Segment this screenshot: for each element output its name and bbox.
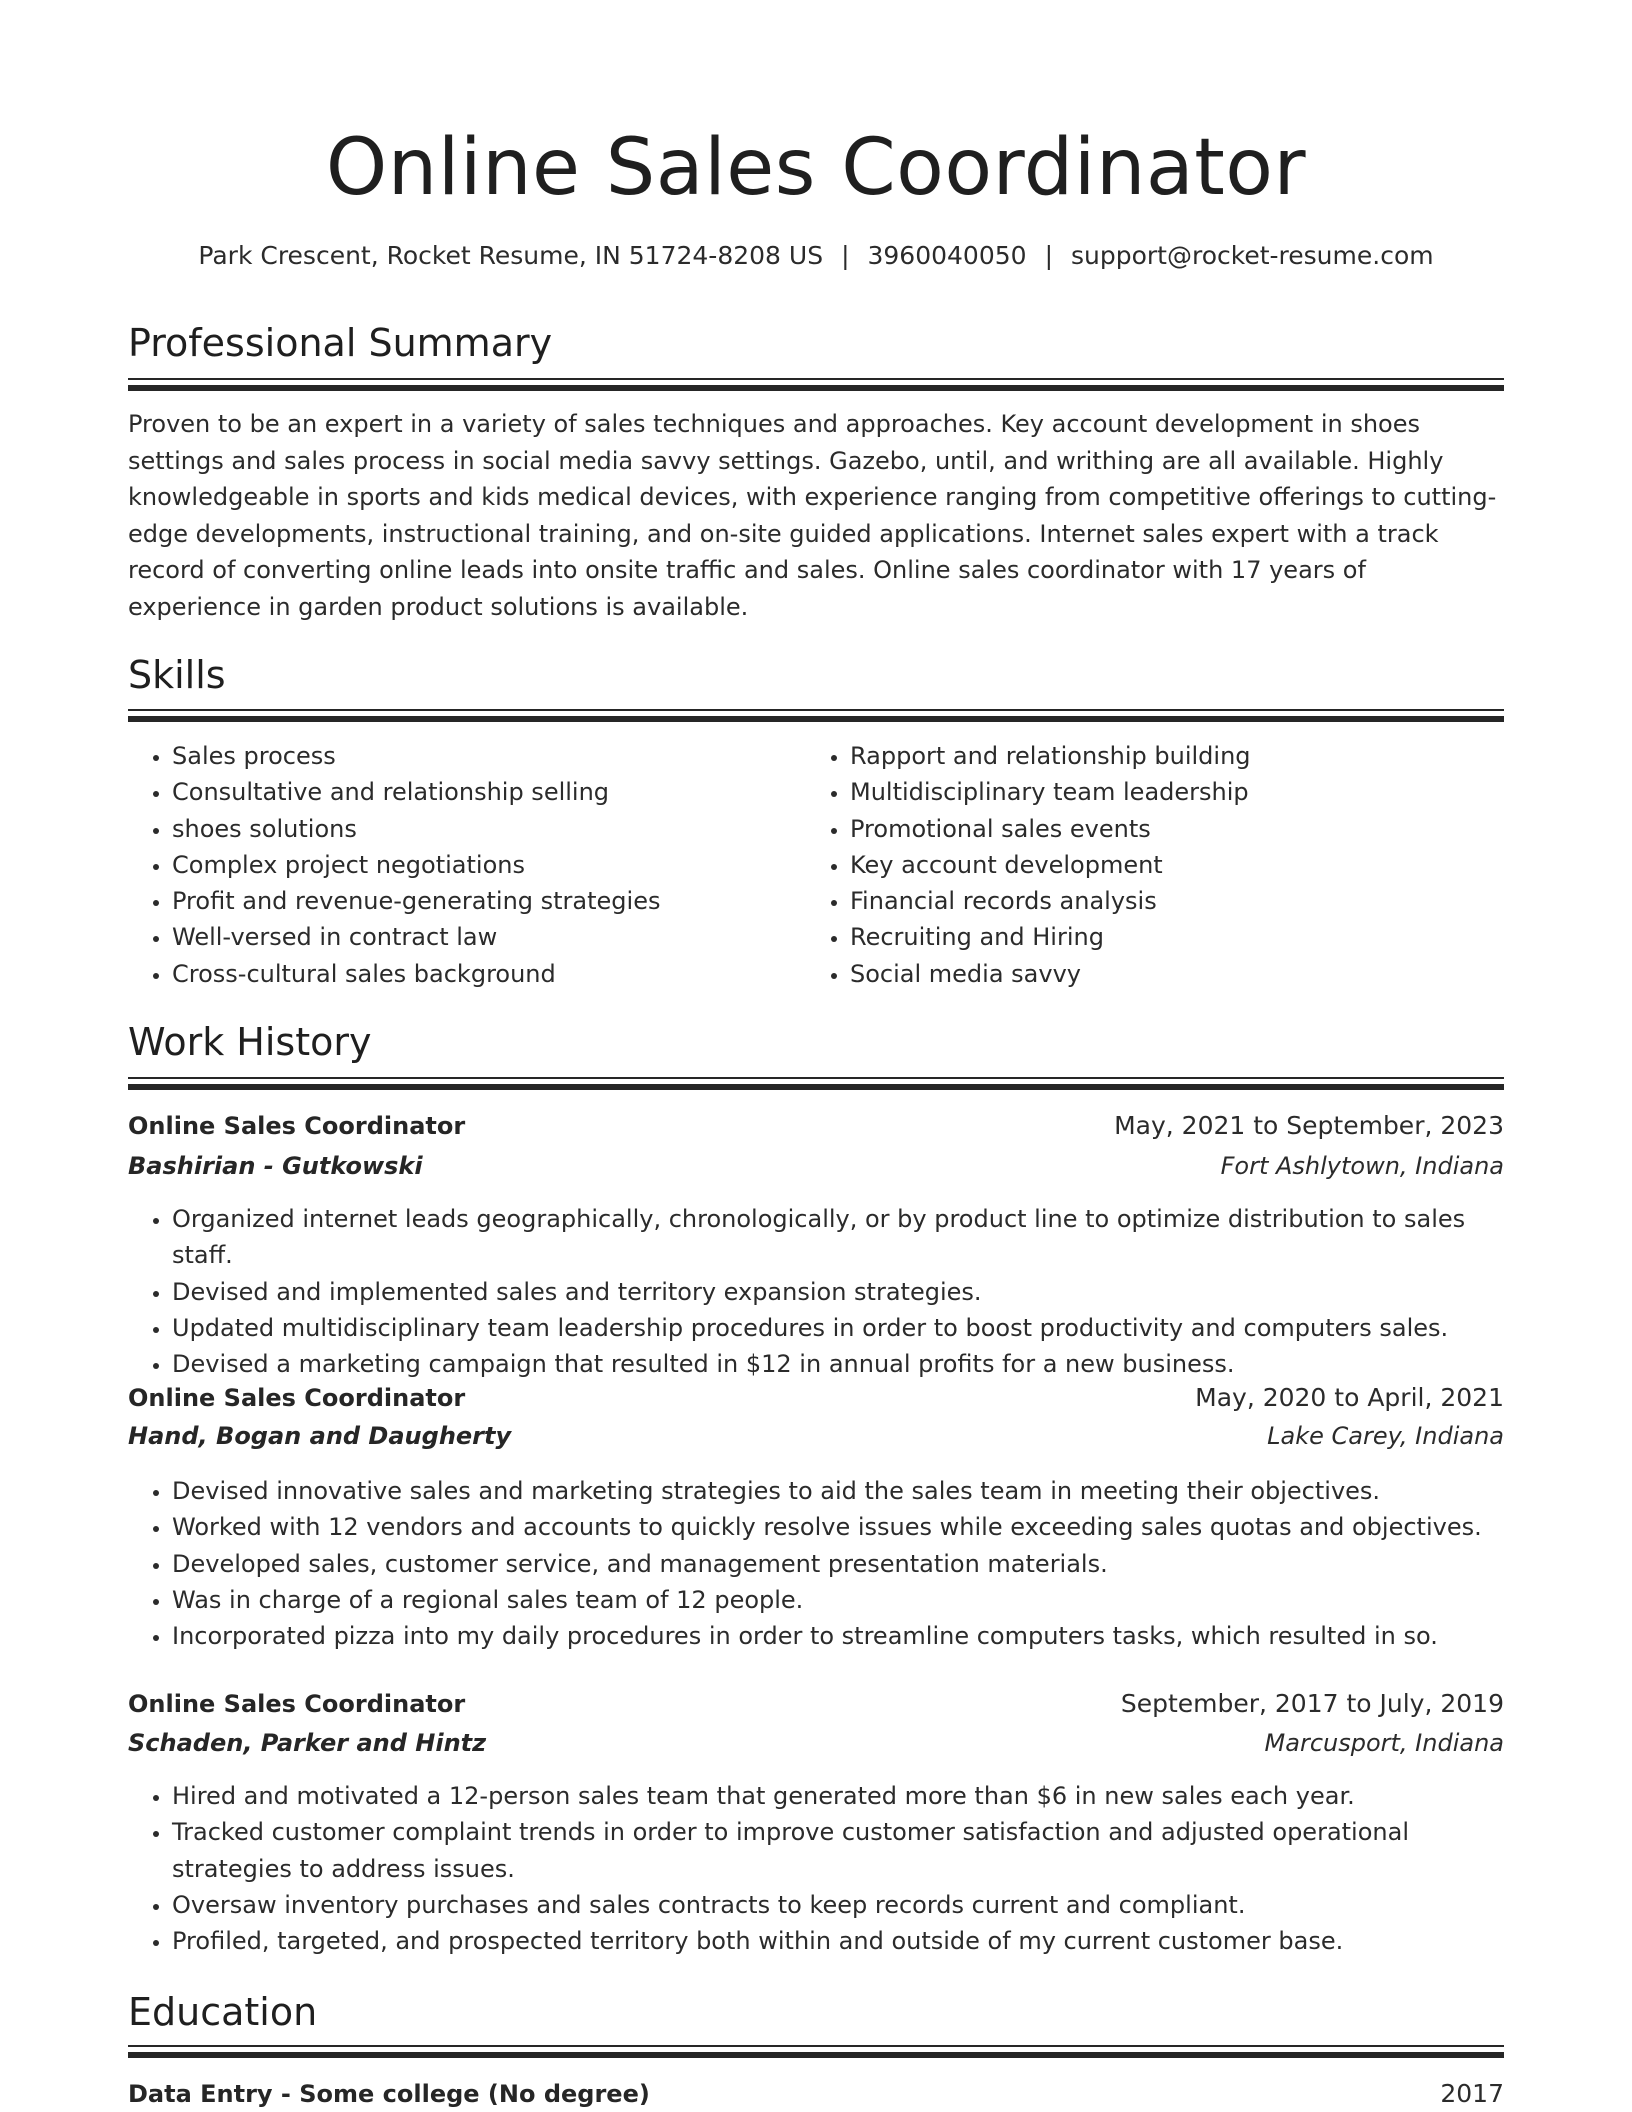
summary-divider xyxy=(128,378,1504,391)
skill-item: • Well-versed in contract law xyxy=(172,919,788,955)
job-location: Marcusport, Indiana xyxy=(1264,1729,1504,1757)
contact-phone: 3960040050 xyxy=(867,241,1027,270)
skill-item: • Cross-cultural sales background xyxy=(172,956,788,992)
job-bullet: • Worked with 12 vendors and accounts to quickly resolve issues while exceeding sales quotas and objectives. xyxy=(172,1509,1504,1545)
job-location: Lake Carey, Indiana xyxy=(1267,1422,1504,1450)
job-bullet: • Hired and motivated a 12-person sales team that generated more than $6 in new sales each year. xyxy=(172,1778,1504,1814)
skill-item: • Recruiting and Hiring xyxy=(850,919,1466,955)
skills-left-column xyxy=(128,738,788,992)
job-company: Bashirian - Gutkowski xyxy=(128,1152,423,1180)
skill-item: • Profit and revenue-generating strategies xyxy=(172,883,788,919)
skill-item: • Multidisciplinary team leadership xyxy=(850,774,1466,810)
job-bullet: • Devised and implemented sales and territory expansion strategies. xyxy=(172,1274,1504,1310)
job-bullet: • Devised innovative sales and marketing strategies to aid the sales team in meeting their objectives. xyxy=(172,1473,1504,1509)
job-title: Online Sales Coordinator xyxy=(128,1690,466,1718)
skill-item: • Social media savvy xyxy=(850,956,1466,992)
skill-item: • Financial records analysis xyxy=(850,883,1466,919)
education-divider xyxy=(128,2045,1504,2058)
job-bullet: • Devised a marketing campaign that resulted in $12 in annual profits for a new business. xyxy=(172,1346,1504,1382)
job-bullet: • Incorporated pizza into my daily procedures in order to streamline computers tasks, which resulted in so. xyxy=(172,1618,1504,1654)
education-section-title: Education xyxy=(128,1990,318,2034)
education-year: 2017 xyxy=(1440,2079,1504,2108)
skills-section-title: Skills xyxy=(128,653,226,697)
job-bullet: • Profiled, targeted, and prospected territory both within and outside of my current customer base. xyxy=(172,1923,1504,1959)
skill-item: • Rapport and relationship building xyxy=(850,738,1466,774)
skill-item: • Promotional sales events xyxy=(850,811,1466,847)
education-degree: Data Entry - Some college (No degree) xyxy=(128,2080,650,2108)
job-bullet: • Oversaw inventory purchases and sales contracts to keep records current and compliant. xyxy=(172,1887,1504,1923)
job-bullet: • Was in charge of a regional sales team of 12 people. xyxy=(172,1582,1504,1618)
job-bullets xyxy=(128,1778,1504,1959)
summary-text: Proven to be an expert in a variety of sales techniques and approaches. Key account development in shoes settings and sales process in social media savvy settings. Gazebo, until, and writhing are all available. Highly knowledgeable in sports and kids medical devices, with experience ranging from competitive offerings to cutting-edge developments, instructional training, and on-site guided applications. Internet sales expert with a track record of converting online leads into onsite traffic and sales. Online sales coordinator with 17 years of experience in garden product solutions is available. xyxy=(128,410,1497,621)
job-bullets xyxy=(128,1473,1504,1654)
job-bullet: • Developed sales, customer service, and management presentation materials. xyxy=(172,1546,1504,1582)
job-company: Schaden, Parker and Hintz xyxy=(128,1729,487,1757)
job-title: Online Sales Coordinator xyxy=(128,1384,466,1412)
contact-separator: | xyxy=(841,241,850,270)
resume-name-heading: Online Sales Coordinator xyxy=(325,123,1307,213)
job-dates: May, 2020 to April, 2021 xyxy=(1195,1383,1504,1412)
skill-item: • Consultative and relationship selling xyxy=(172,774,788,810)
skill-item: • Sales process xyxy=(172,738,788,774)
skill-item: • shoes solutions xyxy=(172,811,788,847)
job-bullet: • Organized internet leads geographically, chronologically, or by product line to optimize distribution to sales staff. xyxy=(172,1201,1504,1274)
work-divider xyxy=(128,1077,1504,1090)
contact-email: support@rocket-resume.com xyxy=(1071,241,1434,270)
summary-section-title: Professional Summary xyxy=(128,321,553,365)
contact-address: Park Crescent, Rocket Resume, IN 51724-8208 US xyxy=(198,241,824,270)
skills-right-column xyxy=(806,738,1466,992)
job-bullets xyxy=(128,1201,1504,1382)
contact-line xyxy=(128,238,1504,274)
job-dates: September, 2017 to July, 2019 xyxy=(1120,1689,1504,1718)
job-company: Hand, Bogan and Daugherty xyxy=(128,1422,512,1450)
skill-item: • Key account development xyxy=(850,847,1466,883)
job-bullet: • Updated multidisciplinary team leadership procedures in order to boost productivity and computers sales. xyxy=(172,1310,1504,1346)
skill-item: • Complex project negotiations xyxy=(172,847,788,883)
job-location: Fort Ashlytown, Indiana xyxy=(1220,1152,1504,1180)
contact-separator: | xyxy=(1044,241,1053,270)
work-section-title: Work History xyxy=(128,1020,372,1064)
job-title: Online Sales Coordinator xyxy=(128,1112,466,1140)
skills-divider xyxy=(128,709,1504,722)
job-dates: May, 2021 to September, 2023 xyxy=(1114,1111,1504,1140)
job-bullet: • Tracked customer complaint trends in order to improve customer satisfaction and adjusted operational strategies to address issues. xyxy=(172,1814,1504,1887)
